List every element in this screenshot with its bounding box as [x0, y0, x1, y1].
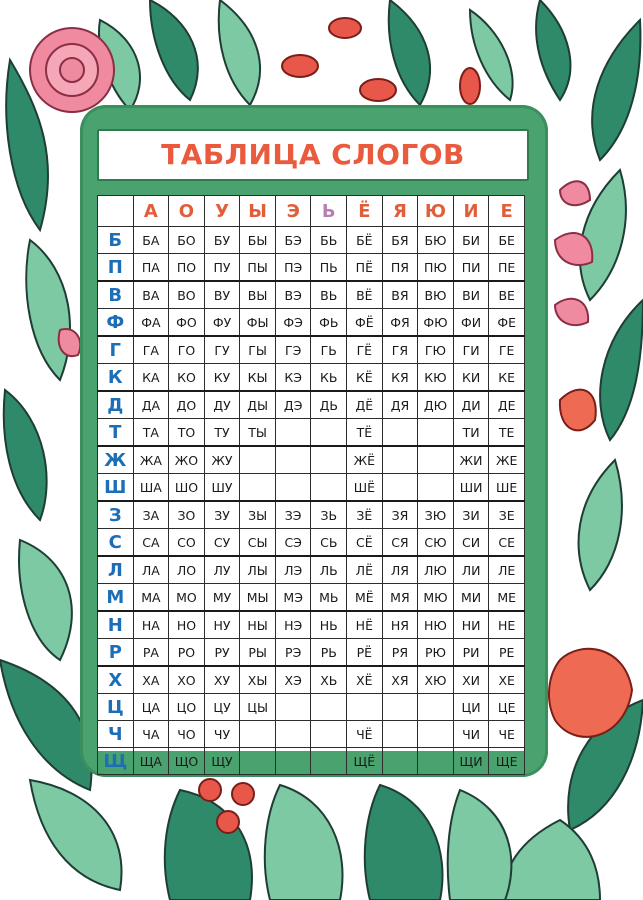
syllable-cell: ДЬ	[311, 391, 347, 419]
table-row	[98, 611, 525, 639]
table-row	[98, 419, 525, 447]
table-row	[98, 584, 525, 612]
syllable-cell	[311, 419, 347, 447]
syllable-cell: ЧА	[133, 721, 169, 748]
syllable-cell: ЖИ	[453, 446, 489, 474]
vowel-header: И	[453, 196, 489, 227]
syllable-cell: ЖО	[169, 446, 205, 474]
syllable-cell: ТЕ	[489, 419, 525, 447]
syllable-cell: СО	[169, 529, 205, 557]
syllable-cell: ТО	[169, 419, 205, 447]
syllable-cell: ЛИ	[453, 556, 489, 584]
syllable-cell: МИ	[453, 584, 489, 612]
syllable-cell: ХЫ	[240, 666, 276, 694]
syllable-cell: ХЭ	[275, 666, 311, 694]
syllable-cell	[275, 474, 311, 502]
consonant-label: Р	[98, 639, 134, 667]
table-row	[98, 446, 525, 474]
vowel-header: Э	[275, 196, 311, 227]
consonant-label: Б	[98, 227, 134, 254]
syllable-cell: СЫ	[240, 529, 276, 557]
syllable-cell: СЮ	[418, 529, 454, 557]
vowel-header: Я	[382, 196, 418, 227]
syllable-cell: ВА	[133, 281, 169, 309]
syllable-cell: ЦО	[169, 694, 205, 721]
syllable-cell: ЛА	[133, 556, 169, 584]
syllable-cell: ЦЕ	[489, 694, 525, 721]
consonant-label: З	[98, 501, 134, 529]
syllable-cell	[382, 446, 418, 474]
syllable-cell: ЩЕ	[489, 748, 525, 775]
syllable-cell	[275, 694, 311, 721]
syllable-cell: ЗЬ	[311, 501, 347, 529]
consonant-label: К	[98, 364, 134, 392]
syllable-cell: ДУ	[204, 391, 240, 419]
syllable-cell: НУ	[204, 611, 240, 639]
syllable-cell: ДЕ	[489, 391, 525, 419]
syllable-cell: ПЬ	[311, 254, 347, 282]
syllable-cell	[311, 721, 347, 748]
syllable-cell: НИ	[453, 611, 489, 639]
syllable-cell: СЭ	[275, 529, 311, 557]
syllable-cell: ВИ	[453, 281, 489, 309]
syllable-cell	[418, 694, 454, 721]
syllable-cell: БЯ	[382, 227, 418, 254]
vowel-header: Ь	[311, 196, 347, 227]
table-corner	[98, 196, 134, 227]
syllable-cell: БЮ	[418, 227, 454, 254]
syllable-cell: ДА	[133, 391, 169, 419]
syllable-cell: ЩА	[133, 748, 169, 775]
syllable-cell: ША	[133, 474, 169, 502]
syllable-cell	[418, 721, 454, 748]
syllable-cell	[240, 446, 276, 474]
syllable-cell: ФА	[133, 309, 169, 337]
page-title: ТАБЛИЦА СЛОГОВ	[161, 138, 465, 171]
syllable-cell: ПЁ	[347, 254, 383, 282]
syllable-cell: ХО	[169, 666, 205, 694]
syllable-cell: ВО	[169, 281, 205, 309]
syllable-cell: СА	[133, 529, 169, 557]
vowel-header: О	[169, 196, 205, 227]
syllable-cell: ВЫ	[240, 281, 276, 309]
syllable-cell: ХИ	[453, 666, 489, 694]
syllable-cell: ЖЕ	[489, 446, 525, 474]
syllable-cell: ГУ	[204, 336, 240, 364]
syllable-cell: ПИ	[453, 254, 489, 282]
syllable-cell: ЗЮ	[418, 501, 454, 529]
syllable-cell	[311, 474, 347, 502]
syllable-cell: КЕ	[489, 364, 525, 392]
syllable-cell	[382, 419, 418, 447]
syllable-cell	[418, 419, 454, 447]
table-row	[98, 748, 525, 775]
syllable-cell: ЗЫ	[240, 501, 276, 529]
syllable-cell: БИ	[453, 227, 489, 254]
syllable-cell: ТА	[133, 419, 169, 447]
syllable-cell: ЗО	[169, 501, 205, 529]
syllable-cell	[311, 446, 347, 474]
syllable-cell: ПЫ	[240, 254, 276, 282]
syllable-cell: ЩЁ	[347, 748, 383, 775]
syllable-cell: МЭ	[275, 584, 311, 612]
syllable-cell: РА	[133, 639, 169, 667]
syllable-cell: НЁ	[347, 611, 383, 639]
syllable-cell: ВЮ	[418, 281, 454, 309]
syllable-cell: ЧЁ	[347, 721, 383, 748]
syllable-cell: ЛЮ	[418, 556, 454, 584]
syllable-cell: ВЬ	[311, 281, 347, 309]
syllable-cell: ЛЫ	[240, 556, 276, 584]
syllable-cell: ЧУ	[204, 721, 240, 748]
syllable-cell: РЁ	[347, 639, 383, 667]
syllable-cell: КЫ	[240, 364, 276, 392]
table-row	[98, 281, 525, 309]
syllable-cell: ПО	[169, 254, 205, 282]
syllable-cell: БЬ	[311, 227, 347, 254]
syllable-cell: ВЕ	[489, 281, 525, 309]
syllable-cell: ФЁ	[347, 309, 383, 337]
syllable-cell: КИ	[453, 364, 489, 392]
syllable-cell: НЮ	[418, 611, 454, 639]
consonant-label: М	[98, 584, 134, 612]
syllable-cell	[311, 748, 347, 775]
vowel-header: А	[133, 196, 169, 227]
syllable-table	[97, 195, 525, 775]
table-row	[98, 556, 525, 584]
syllable-cell: КЬ	[311, 364, 347, 392]
vowel-header: У	[204, 196, 240, 227]
syllable-cell: ЖА	[133, 446, 169, 474]
syllable-cell: ДЮ	[418, 391, 454, 419]
leaf-icon	[219, 0, 430, 105]
syllable-cell: ФИ	[453, 309, 489, 337]
syllable-cell: БУ	[204, 227, 240, 254]
syllable-cell: МЁ	[347, 584, 383, 612]
syllable-cell: ГЮ	[418, 336, 454, 364]
syllable-cell: ФЫ	[240, 309, 276, 337]
syllable-cell: ФЯ	[382, 309, 418, 337]
syllable-cell: ШИ	[453, 474, 489, 502]
syllable-cell	[347, 694, 383, 721]
consonant-label: Т	[98, 419, 134, 447]
syllable-cell: ЛО	[169, 556, 205, 584]
syllable-cell: ГИ	[453, 336, 489, 364]
consonant-label: Щ	[98, 748, 134, 775]
syllable-cell: ТУ	[204, 419, 240, 447]
syllable-cell	[311, 694, 347, 721]
syllable-cell: ХЁ	[347, 666, 383, 694]
syllable-cell: ЧО	[169, 721, 205, 748]
syllable-cell: МУ	[204, 584, 240, 612]
syllable-cell	[382, 748, 418, 775]
syllable-cell: ЩУ	[204, 748, 240, 775]
syllable-cell: КЯ	[382, 364, 418, 392]
red-berry-icon	[282, 18, 480, 104]
table-row	[98, 474, 525, 502]
syllable-cell: НЬ	[311, 611, 347, 639]
consonant-label: Х	[98, 666, 134, 694]
syllable-cell: ЖУ	[204, 446, 240, 474]
syllable-cell: ЗЕ	[489, 501, 525, 529]
syllable-cell: БЕ	[489, 227, 525, 254]
syllable-cell: ФО	[169, 309, 205, 337]
syllable-cell: БО	[169, 227, 205, 254]
syllable-cell: ЧИ	[453, 721, 489, 748]
table-row	[98, 501, 525, 529]
syllable-cell: ЗЯ	[382, 501, 418, 529]
syllable-cell	[275, 721, 311, 748]
consonant-label: Ц	[98, 694, 134, 721]
syllable-cell: ПЕ	[489, 254, 525, 282]
syllable-cell: ХЯ	[382, 666, 418, 694]
syllable-table-body	[98, 227, 525, 775]
syllable-cell: МА	[133, 584, 169, 612]
vowel-header-row	[98, 196, 525, 227]
leaf-icon	[165, 785, 512, 900]
syllable-cell: ЦА	[133, 694, 169, 721]
syllable-cell: МЫ	[240, 584, 276, 612]
syllable-cell: РЫ	[240, 639, 276, 667]
syllable-cell: ТИ	[453, 419, 489, 447]
syllable-cell: БЫ	[240, 227, 276, 254]
syllable-cell: НЕ	[489, 611, 525, 639]
syllable-cell: ПЮ	[418, 254, 454, 282]
syllable-cell: РЬ	[311, 639, 347, 667]
syllable-cell: ГЁ	[347, 336, 383, 364]
syllable-cell: РЯ	[382, 639, 418, 667]
syllable-cell: СЯ	[382, 529, 418, 557]
syllable-cell: ПУ	[204, 254, 240, 282]
syllable-cell: ЛЭ	[275, 556, 311, 584]
vowel-header: Ю	[418, 196, 454, 227]
syllable-cell	[240, 748, 276, 775]
syllable-cell: ВУ	[204, 281, 240, 309]
syllable-cell: КЭ	[275, 364, 311, 392]
syllable-cell: ЩО	[169, 748, 205, 775]
consonant-label: В	[98, 281, 134, 309]
table-row	[98, 227, 525, 254]
syllable-cell: КА	[133, 364, 169, 392]
syllable-cell: СЬ	[311, 529, 347, 557]
syllable-cell: БЁ	[347, 227, 383, 254]
syllable-cell: ВЯ	[382, 281, 418, 309]
table-row	[98, 364, 525, 392]
syllable-cell	[382, 694, 418, 721]
vowel-header: Ё	[347, 196, 383, 227]
syllable-cell	[382, 474, 418, 502]
syllable-cell: ЦИ	[453, 694, 489, 721]
syllable-cell: ЩИ	[453, 748, 489, 775]
syllable-cell: БА	[133, 227, 169, 254]
syllable-cell: ПЯ	[382, 254, 418, 282]
table-row	[98, 336, 525, 364]
consonant-label: Ш	[98, 474, 134, 502]
syllable-cell	[275, 748, 311, 775]
syllable-cell: НЯ	[382, 611, 418, 639]
syllable-cell: РЕ	[489, 639, 525, 667]
syllable-cell: ГА	[133, 336, 169, 364]
consonant-label: Ч	[98, 721, 134, 748]
consonant-label: Л	[98, 556, 134, 584]
syllable-cell: ШУ	[204, 474, 240, 502]
syllable-cell: ЖЁ	[347, 446, 383, 474]
syllable-cell: ХЬ	[311, 666, 347, 694]
table-row	[98, 529, 525, 557]
table-row	[98, 391, 525, 419]
pink-rose-icon	[30, 28, 114, 112]
syllable-cell	[275, 419, 311, 447]
syllable-cell: ЗЭ	[275, 501, 311, 529]
consonant-label: Н	[98, 611, 134, 639]
syllable-cell: ДО	[169, 391, 205, 419]
syllable-cell: БЭ	[275, 227, 311, 254]
syllable-cell: КУ	[204, 364, 240, 392]
syllable-cell: МЬ	[311, 584, 347, 612]
syllable-cell: НЭ	[275, 611, 311, 639]
vowel-header: Ы	[240, 196, 276, 227]
vowel-header: Е	[489, 196, 525, 227]
syllable-cell: ХЮ	[418, 666, 454, 694]
syllable-cell: ДИ	[453, 391, 489, 419]
syllable-cell: ГО	[169, 336, 205, 364]
syllable-cell: ГЕ	[489, 336, 525, 364]
syllable-cell: ЛУ	[204, 556, 240, 584]
syllable-cell: ЗУ	[204, 501, 240, 529]
syllable-cell: НО	[169, 611, 205, 639]
syllable-cell: ЛЁ	[347, 556, 383, 584]
syllable-cell: СЁ	[347, 529, 383, 557]
syllable-cell: ГЭ	[275, 336, 311, 364]
syllable-cell: ЦЫ	[240, 694, 276, 721]
syllable-cell: ФЭ	[275, 309, 311, 337]
syllable-cell: ТЫ	[240, 419, 276, 447]
consonant-label: Ж	[98, 446, 134, 474]
syllable-cell	[382, 721, 418, 748]
syllable-cell: ДЭ	[275, 391, 311, 419]
syllable-cell: СЕ	[489, 529, 525, 557]
syllable-cell: ЧЕ	[489, 721, 525, 748]
syllable-cell: ГЬ	[311, 336, 347, 364]
syllable-cell: РИ	[453, 639, 489, 667]
syllable-cell: ВЭ	[275, 281, 311, 309]
syllable-cell: ЛЕ	[489, 556, 525, 584]
syllable-cell: ФУ	[204, 309, 240, 337]
syllable-cell: НЫ	[240, 611, 276, 639]
syllable-cell: ШЕ	[489, 474, 525, 502]
syllable-cell: ЛЯ	[382, 556, 418, 584]
syllable-cell: СУ	[204, 529, 240, 557]
syllable-cell: СИ	[453, 529, 489, 557]
table-row	[98, 254, 525, 282]
syllable-cell: МЕ	[489, 584, 525, 612]
syllable-cell: МО	[169, 584, 205, 612]
syllable-cell: КЮ	[418, 364, 454, 392]
table-row	[98, 639, 525, 667]
syllable-cell: ЗИ	[453, 501, 489, 529]
syllable-cell: ПА	[133, 254, 169, 282]
syllable-cell	[418, 474, 454, 502]
syllable-cell: ХУ	[204, 666, 240, 694]
consonant-label: С	[98, 529, 134, 557]
table-row	[98, 694, 525, 721]
syllable-cell: ХА	[133, 666, 169, 694]
syllable-cell: ДЁ	[347, 391, 383, 419]
syllable-cell: ШО	[169, 474, 205, 502]
syllable-cell: ЛЬ	[311, 556, 347, 584]
syllable-cell	[418, 446, 454, 474]
syllable-cell: ГЯ	[382, 336, 418, 364]
syllable-cell: ЗА	[133, 501, 169, 529]
title-box	[97, 129, 529, 181]
syllable-cell: МЮ	[418, 584, 454, 612]
syllable-cell: ФЬ	[311, 309, 347, 337]
syllable-cell: ГЫ	[240, 336, 276, 364]
syllable-cell: ДЯ	[382, 391, 418, 419]
syllable-cell	[240, 721, 276, 748]
syllable-cell	[418, 748, 454, 775]
syllable-cell: КЁ	[347, 364, 383, 392]
syllable-cell	[275, 446, 311, 474]
syllable-cell: ЦУ	[204, 694, 240, 721]
table-row	[98, 721, 525, 748]
syllable-cell: ЗЁ	[347, 501, 383, 529]
syllable-cell: ПЭ	[275, 254, 311, 282]
consonant-label: П	[98, 254, 134, 282]
syllable-cell: РО	[169, 639, 205, 667]
syllable-cell: ХЕ	[489, 666, 525, 694]
consonant-label: Г	[98, 336, 134, 364]
syllable-cell: ТЁ	[347, 419, 383, 447]
syllable-cell	[240, 474, 276, 502]
table-row	[98, 666, 525, 694]
syllable-table-wrapper	[97, 195, 525, 772]
syllable-cell: НА	[133, 611, 169, 639]
consonant-label: Ф	[98, 309, 134, 337]
syllable-cell: ФЮ	[418, 309, 454, 337]
syllable-cell: РЭ	[275, 639, 311, 667]
syllable-cell: КО	[169, 364, 205, 392]
syllable-cell: ФЕ	[489, 309, 525, 337]
table-row	[98, 309, 525, 337]
syllable-cell: РЮ	[418, 639, 454, 667]
syllable-cell: ШЁ	[347, 474, 383, 502]
syllable-cell: ДЫ	[240, 391, 276, 419]
syllable-cell: ВЁ	[347, 281, 383, 309]
syllable-cell: РУ	[204, 639, 240, 667]
syllable-cell: МЯ	[382, 584, 418, 612]
consonant-label: Д	[98, 391, 134, 419]
